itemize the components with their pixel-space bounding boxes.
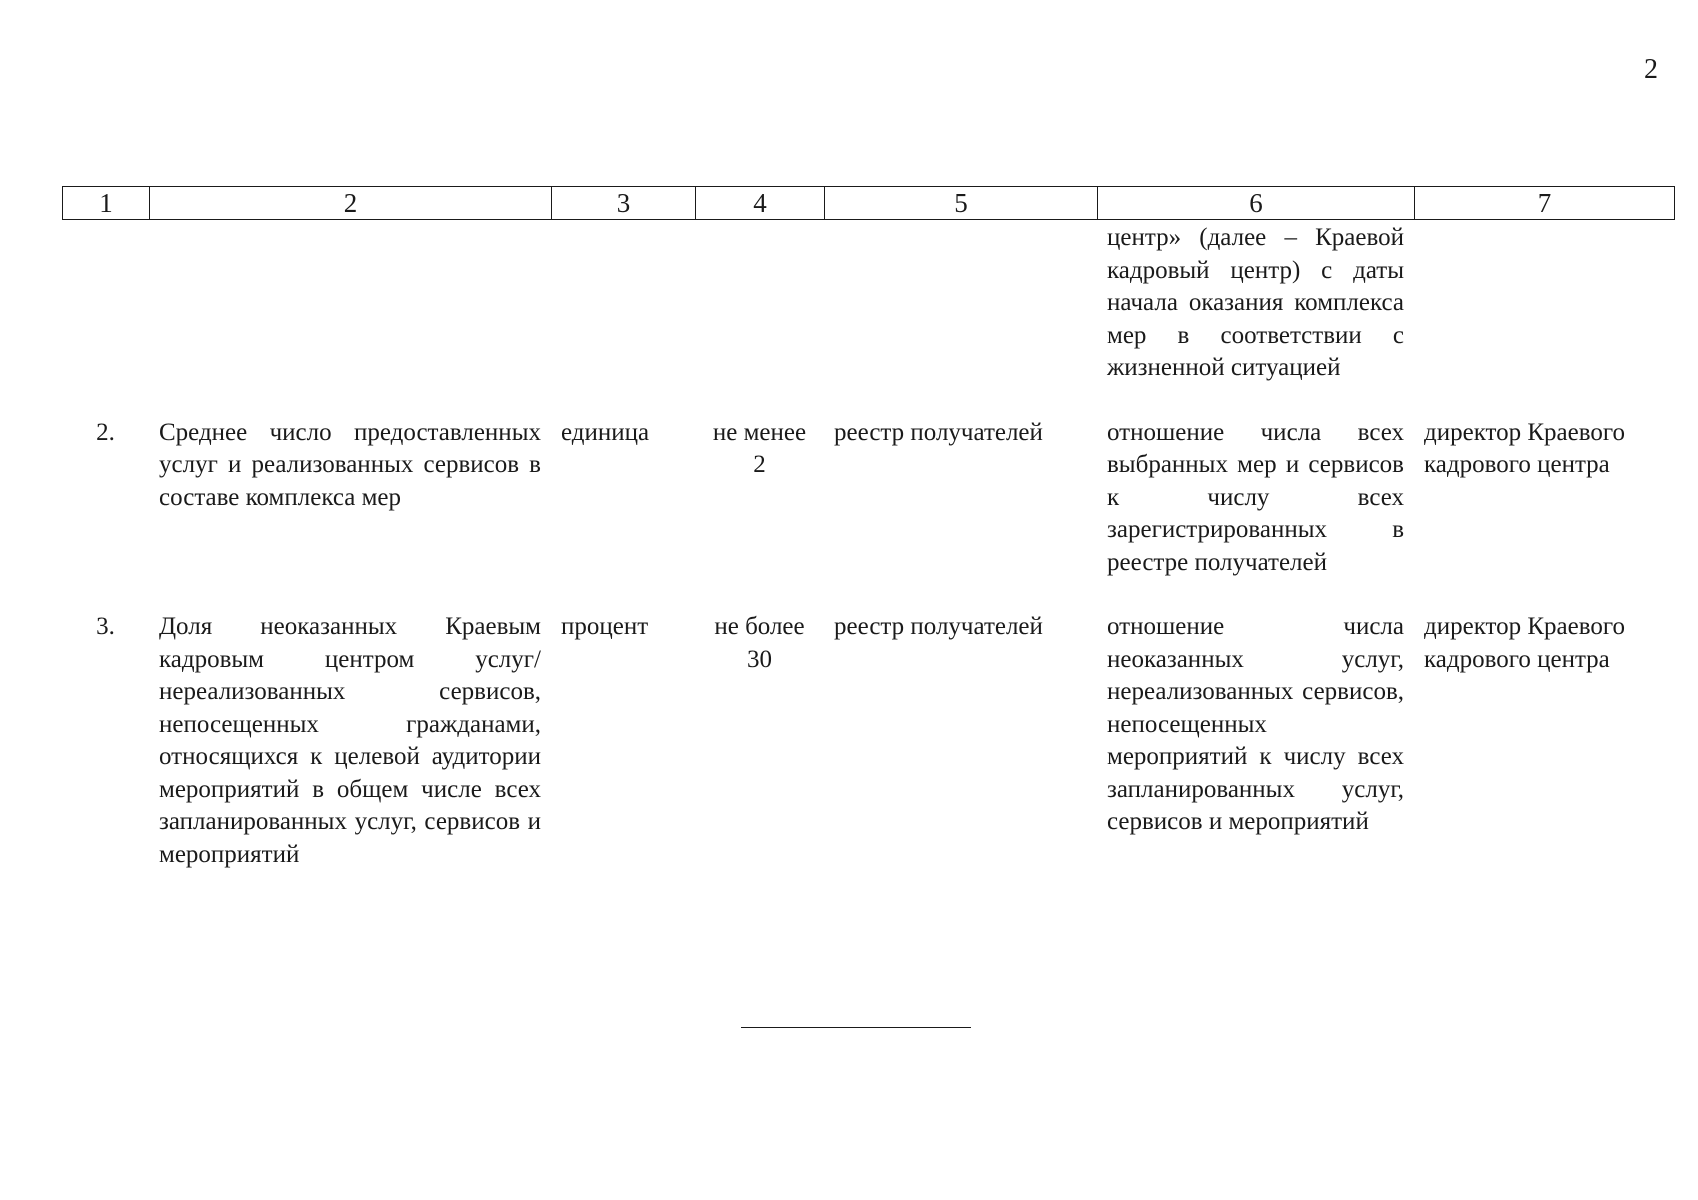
calculation-method: отношение числа всех выбранных мер и сервисов к числу всех зарегистрированных в реестре получателей — [1107, 418, 1404, 576]
unit-of-measure: процент — [561, 613, 649, 640]
indicator-name: Среднее число предоставленных услуг и реализованных сервисов в составе комплекса мер — [159, 418, 541, 511]
header-row — [63, 187, 1675, 220]
header-col-5: 5 — [825, 187, 1098, 220]
data-source: реестр получателей — [834, 613, 1043, 640]
header-col-4: 4 — [696, 187, 825, 220]
header-col-7: 7 — [1415, 187, 1675, 220]
target-value — [695, 611, 824, 903]
header-col-1: 1 — [63, 187, 150, 220]
column-number-header — [62, 186, 1675, 220]
responsible-person: директор Краевого кадрового центра — [1424, 418, 1625, 478]
data-source: реестр получателей — [834, 418, 1043, 446]
indicators-table — [62, 222, 1674, 903]
unit-of-measure: единица — [561, 418, 650, 446]
header-col-2: 2 — [150, 187, 552, 220]
row-number: 3. — [96, 613, 115, 640]
end-of-document-rule — [741, 1027, 971, 1028]
indicator-name: Доля неоказанных Краевым кадровым центром услуг/нереализованных сервисов, непосещенных гражданами, относящихся к целевой аудитории мероприятий в общем числе всех запланированных услуг, сервисов и мероприятий — [159, 613, 541, 868]
row-number: 2. — [96, 418, 115, 446]
table-row — [62, 611, 1674, 903]
table-row — [62, 417, 1674, 612]
target-number: 30 — [747, 645, 772, 673]
header-col-6: 6 — [1098, 187, 1415, 220]
target-value — [695, 417, 824, 612]
continuation-method-text: центр» (далее – Краевой кадровый центр) с даты начала оказания комплекса мер в соответствии с жизненной ситуацией — [1107, 224, 1404, 381]
continuation-row — [62, 222, 1674, 417]
page-number: 2 — [1644, 54, 1658, 85]
header-col-3: 3 — [552, 187, 696, 220]
target-qualifier: не более — [714, 613, 805, 640]
calculation-method: отношение числа неоказанных услуг, нереализованных сервисов, непосещенных мероприятий к числу всех запланированных услуг, сервисов и мероприятий — [1107, 613, 1404, 835]
target-qualifier: не менее — [712, 418, 807, 446]
target-number: 2 — [753, 451, 766, 478]
responsible-person: директор Краевого кадрового центра — [1424, 613, 1625, 673]
